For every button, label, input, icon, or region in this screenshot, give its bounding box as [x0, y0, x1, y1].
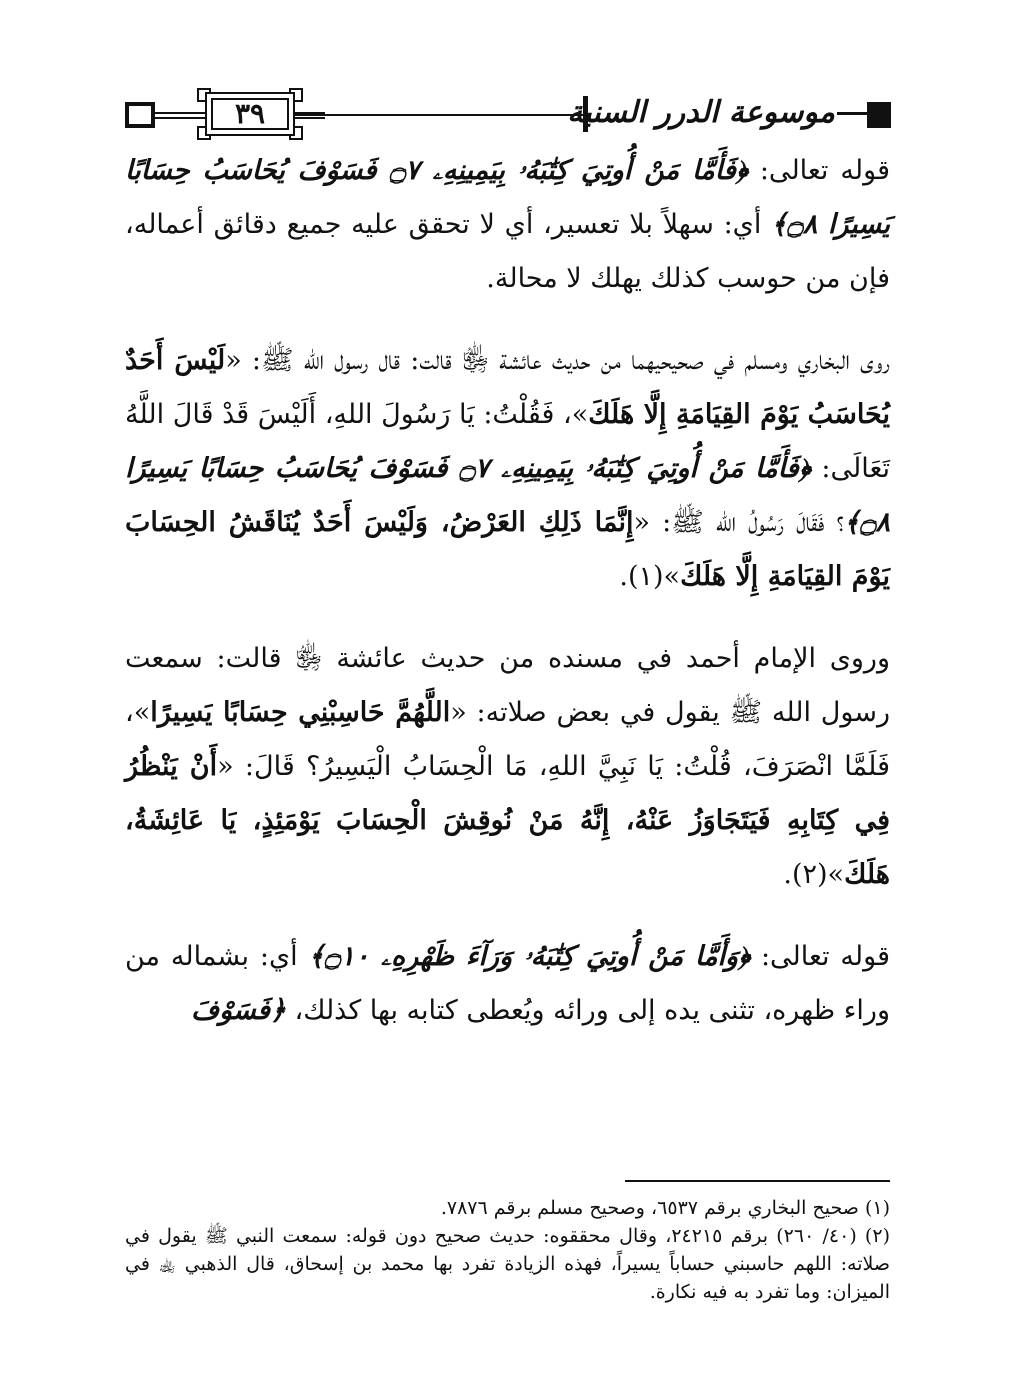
page-header — [125, 88, 890, 144]
book-title: موسوعة الدرر السنية — [567, 95, 835, 130]
text-run: »(١). — [619, 561, 681, 592]
text-run: ؟ فَقَالَ رَسُولُ الله ﷺ: « — [633, 507, 844, 538]
paragraph — [125, 334, 890, 604]
quran-verse: ﴿فَسَوْفَ — [191, 995, 286, 1026]
hadith-text: أَنْ يَنْظُرُ فِي كِتَابِهِ فَيَتَجَاوَزُ عَنْهُ، إِنَّهُ مَنْ نُوقِشَ الْحِسَابَ يَوْمَئِذٍ، يَا عَائِشَةُ، هَلَكَ — [125, 751, 890, 890]
quran-verse: ﴿فَأَمَّا مَنْ أُوتِيَ كِتَٰبَهُۥ بِيَمِينِهِۦ ۝٧ فَسَوْفَ يُحَاسَبُ حِسَابًا يَسِيرًا ۝٨﴾ — [125, 155, 890, 240]
header-ornament-left-square — [125, 102, 155, 128]
text-run: أي: بشماله من وراء ظهره، تثنى يده إلى ورائه ويُعطى كتابه بها كذلك، — [125, 941, 890, 1026]
footnote-separator — [625, 1180, 890, 1182]
text-run: قوله تعالى: — [747, 155, 890, 186]
text-run: وروى الإمام أحمد في مسنده من حديث عائشة ﵂ قالت: سمعت رسول الله ﷺ يقول في بعض صلاته: « — [125, 643, 890, 728]
text-run: »(٢). — [783, 859, 845, 890]
hadith-text: لَيْسَ أَحَدٌ يُحَاسَبُ يَوْمَ القِيَامَةِ إِلَّا هَلَكَ — [125, 345, 890, 430]
header-ornament-right-square — [867, 102, 891, 128]
hadith-text: إِنَّمَا ذَلِكِ العَرْضُ، وَلَيْسَ أَحَدٌ يُنَاقَشُ الحِسَابَ يَوْمَ القِيَامَةِ إِلَّا هَلَكَ — [125, 507, 890, 592]
paragraph — [125, 632, 890, 902]
quran-verse: ﴿وَأَمَّا مَنْ أُوتِيَ كِتَٰبَهُۥ وَرَآءَ ظَهْرِهِۦ ۝١٠﴾ — [308, 941, 751, 972]
paragraph — [125, 930, 890, 1038]
text-run: قوله تعالى: — [750, 941, 890, 972]
text-run: »، فَقُلْتُ: يَا رَسُولَ اللهِ، أَلَيْسَ قَدْ قَالَ اللَّهُ تَعَالَى: — [125, 399, 890, 484]
header-ornament-right-line — [837, 112, 869, 115]
header-rule — [295, 114, 585, 116]
quran-verse: ﴿فَأَمَّا مَنْ أُوتِيَ كِتَٰبَهُۥ بِيَمِينِهِۦ ۝٧ فَسَوْفَ يُحَاسَبُ حِسَابًا يَسِيرًا ۝٨﴾ — [125, 453, 891, 538]
page — [125, 88, 890, 1038]
body-text — [125, 144, 890, 1038]
hadith-text: اللَّهُمَّ حَاسِبْنِي حِسَابًا يَسِيرًا — [150, 697, 451, 728]
text-run: »، فَلَمَّا انْصَرَفَ، قُلْتُ: يَا نَبِيَّ اللهِ، مَا الْحِسَابُ الْيَسِيرُ؟ قَالَ: « — [125, 697, 890, 782]
paragraph — [125, 144, 890, 306]
footnote-2: (٢) (٤٠/ ٢٦٠) برقم ٢٤٢١٥، وقال محققوه: حديث صحيح دون قوله: سمعت النبي ﷺ يقول في صلاته: اللهم حاسبني حساباً يسيراً، فهذه الزيادة تفرد بها محمد بن إسحاق، قال الذهبي ﵀ في الميزان: وما تفرد به فيه نكارة. — [125, 1225, 890, 1303]
text-run: روى البخاري ومسلم في صحيحيهما من حديث عائشة ﵂ قالت: قال رسول الله ﷺ: « — [225, 345, 890, 376]
text-run: أي: سهلاً بلا تعسير، أي لا تحقق عليه جميع دقائق أعماله، فإن من حوسب كذلك يهلك لا محالة. — [125, 209, 890, 294]
footnotes — [125, 1194, 890, 1306]
footnote-1: (١) صحيح البخاري برقم ٦٥٣٧، وصحيح مسلم برقم ٧٨٧٦. — [440, 1197, 890, 1219]
page-number: ٣٩ — [205, 92, 295, 136]
